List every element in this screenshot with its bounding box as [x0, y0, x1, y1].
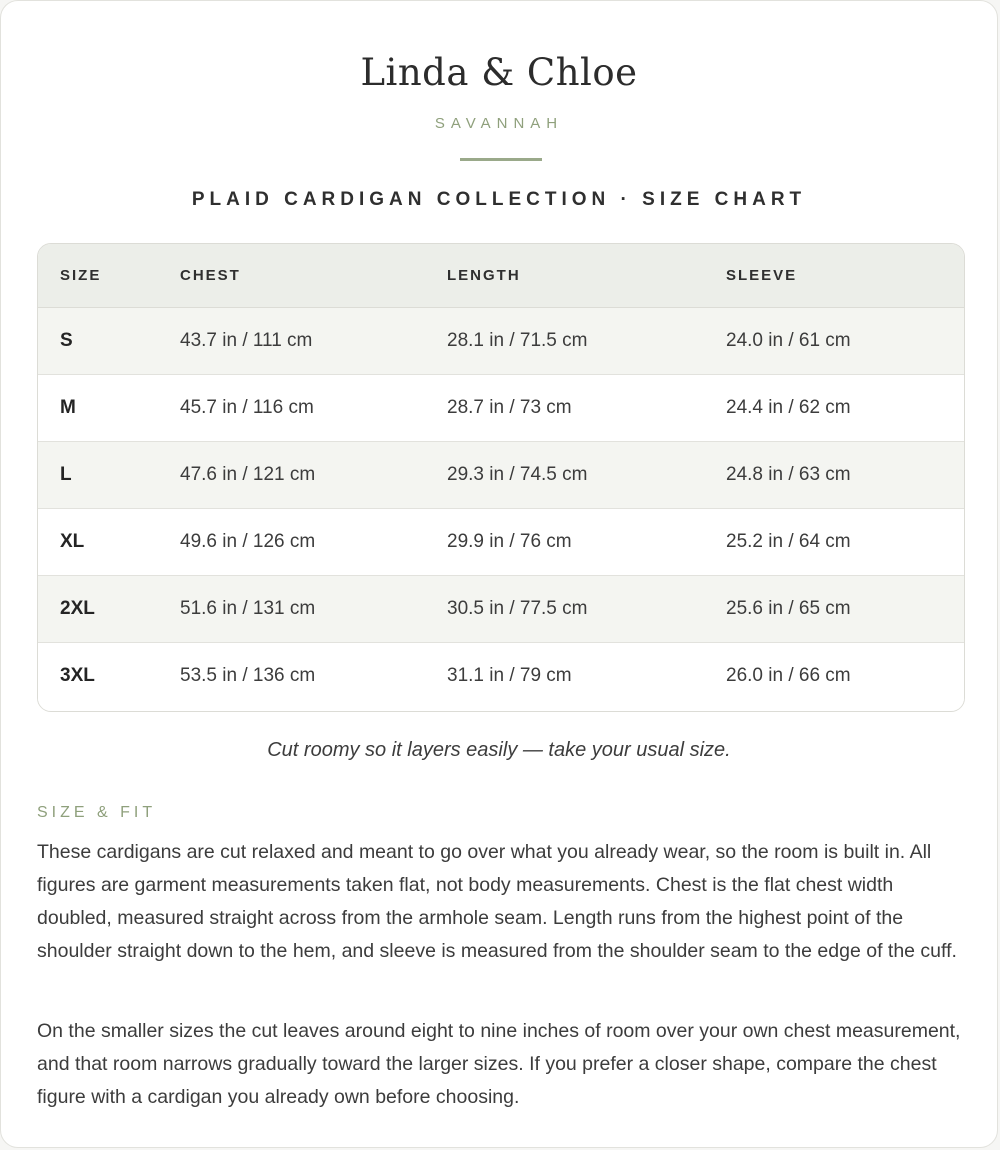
- sub-brand: SAVANNAH: [434, 115, 564, 132]
- length-cell: 28.1 in / 71.5 cm: [447, 308, 726, 375]
- size-cell: M: [38, 375, 180, 442]
- accent-divider: [460, 158, 542, 161]
- sleeve-cell: 24.4 in / 62 cm: [726, 375, 964, 442]
- table-row: [38, 509, 964, 576]
- length-cell: 30.5 in / 77.5 cm: [447, 576, 726, 643]
- length-cell: 29.3 in / 74.5 cm: [447, 442, 726, 509]
- size-cell: 3XL: [38, 643, 180, 710]
- chest-cell: 47.6 in / 121 cm: [180, 442, 447, 509]
- column-header-sleeve: SLEEVE: [726, 244, 964, 308]
- size-fit-heading: SIZE & FIT: [37, 804, 157, 821]
- chest-cell: 49.6 in / 126 cm: [180, 509, 447, 576]
- sleeve-cell: 25.6 in / 65 cm: [726, 576, 964, 643]
- size-cell: XL: [38, 509, 180, 576]
- brand-name: Linda & Chloe: [360, 51, 638, 94]
- size-cell: S: [38, 308, 180, 375]
- size-cell: L: [38, 442, 180, 509]
- length-cell: 29.9 in / 76 cm: [447, 509, 726, 576]
- column-header-chest: CHEST: [180, 244, 447, 308]
- length-cell: 28.7 in / 73 cm: [447, 375, 726, 442]
- length-cell: 31.1 in / 79 cm: [447, 643, 726, 710]
- chest-cell: 43.7 in / 111 cm: [180, 308, 447, 375]
- fit-note: Cut roomy so it layers easily — take your usual size.: [267, 739, 731, 761]
- size-table: [37, 243, 965, 712]
- table-row: [38, 643, 964, 710]
- sleeve-cell: 25.2 in / 64 cm: [726, 509, 964, 576]
- sleeve-cell: 26.0 in / 66 cm: [726, 643, 964, 710]
- table-row: [38, 375, 964, 442]
- size-cell: 2XL: [38, 576, 180, 643]
- fit-paragraph: These cardigans are cut relaxed and meant to go over what you already wear, so the room is built in. All figures are garment measurements taken flat, not body measurements. Chest is the flat chest width doubled, measured straight across from the armhole seam. Length runs from the highest point of the shoulder straight down to the hem, and sleeve is measured from the shoulder seam to the edge of the cuff.: [37, 841, 957, 962]
- column-header-size: SIZE: [38, 244, 180, 308]
- chest-cell: 45.7 in / 116 cm: [180, 375, 447, 442]
- sleeve-cell: 24.8 in / 63 cm: [726, 442, 964, 509]
- chest-cell: 53.5 in / 136 cm: [180, 643, 447, 710]
- table-row: [38, 576, 964, 643]
- chest-cell: 51.6 in / 131 cm: [180, 576, 447, 643]
- table-header-row: [38, 244, 964, 308]
- column-header-length: LENGTH: [447, 244, 726, 308]
- table-row: [38, 308, 964, 375]
- sleeve-cell: 24.0 in / 61 cm: [726, 308, 964, 375]
- table-row: [38, 442, 964, 509]
- fit-paragraph: On the smaller sizes the cut leaves around eight to nine inches of room over your own chest measurement, and that room narrows gradually toward the larger sizes. If you prefer a closer shape, compare the chest figure with a cardigan you already own before choosing.: [37, 1020, 961, 1108]
- chart-title: PLAID CARDIGAN COLLECTION · SIZE CHART: [191, 189, 807, 210]
